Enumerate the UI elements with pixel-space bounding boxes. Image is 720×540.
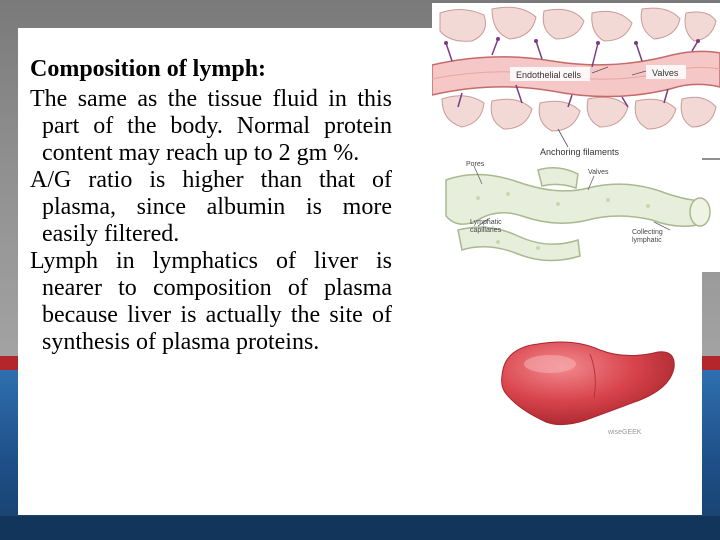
lymph-capillary-illustration xyxy=(432,3,720,158)
liver-illustration xyxy=(490,330,680,440)
label-pores: Pores xyxy=(466,161,485,168)
label-valves-vessel: Valves xyxy=(588,169,609,176)
liver-image-credit: wiseGEEK xyxy=(608,429,642,436)
paragraph-ag-ratio: A/G ratio is higher than that of plasma, since albumin is more easily filtered. xyxy=(30,167,392,247)
label-collecting-lymphatic: lymphatic xyxy=(632,237,662,244)
label-valves: Valves xyxy=(652,68,679,78)
lymph-capillary-figure xyxy=(432,3,720,158)
lymph-vessel-illustration xyxy=(438,160,720,272)
label-anchoring-filaments: Anchoring filaments xyxy=(540,147,620,157)
lymph-vessel-figure xyxy=(438,160,720,272)
slide-heading: Composition of lymph: xyxy=(30,56,267,82)
label-capillaries: capillaries xyxy=(470,227,502,234)
label-collecting: Collecting xyxy=(632,229,663,236)
paragraph-liver-lymph: Lymph in lymphatics of liver is nearer to composition of plasma because liver is actually the site of synthesis of plasma proteins. xyxy=(30,248,392,355)
slide-band-blue-bottom xyxy=(0,516,720,540)
label-lymphatic: Lymphatic xyxy=(470,219,502,226)
label-endothelial-cells: Endothelial cells xyxy=(516,70,582,80)
liver-figure xyxy=(490,330,680,440)
paragraph-tissue-fluid: The same as the tissue fluid in this part of the body. Normal protein content may reach up to 2 gm %. xyxy=(30,86,392,166)
slide-text xyxy=(30,52,392,356)
